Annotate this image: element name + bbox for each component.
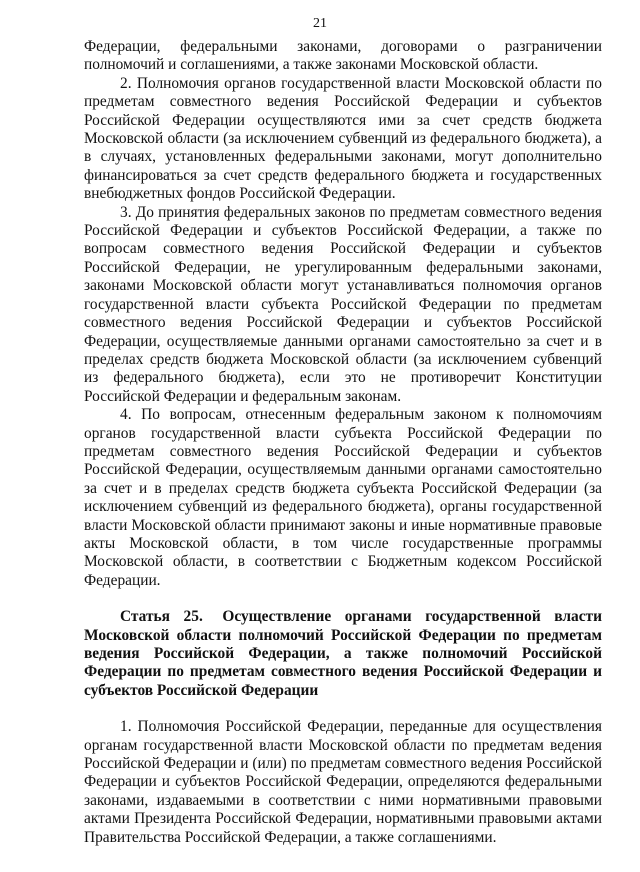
document-body bbox=[84, 38, 602, 847]
article-title: Осуществление органами государственной власти Московской области полномочий Российской Федерации по предметам ведения Российской Федерации, а также полномочий Российской Федерации по предметам совместного ведения Российской Федерации и субъектов Российской Федерации bbox=[84, 608, 602, 699]
paragraph-clause-3: 3. До принятия федеральных законов по предметам совместного ведения Российской Федерации и субъектов Российской Федерации, а также по вопросам совместного ведения Российской Федерации и субъектов Российской Федерации, не урегулированным федеральными законами, законами Московской области могут устанавливаться полномочия органов государственной власти субъекта Российской Федерации по предметам совместного ведения Российской Федерации и субъектов Российской Федерации, осуществляемые данными органами самостоятельно за счет и в пределах средств бюджета Московской области (за исключением субвенций из федерального бюджета), если это не противоречит Конституции Российской Федерации и федеральным законам. bbox=[84, 203, 602, 405]
paragraph-continuation: Федерации, федеральными законами, договорами о разграничении полномочий и соглашениями, а также законами Московской области. bbox=[84, 38, 602, 74]
paragraph-clause-4: 4. По вопросам, отнесенным федеральным законом к полномочиям органов государственной власти субъекта Российской Федерации по предметам совместного ведения Российской Федерации и субъектов Российской Федерации, осуществляемым данными органами самостоятельно за счет и в пределах средств бюджета субъекта Российской Федерации (за исключением субвенций из федерального бюджета), органы государственной власти Московской области принимают законы и иные нормативные правовые акты Московской области, в том числе государственные программы Московской области, в соответствии с Бюджетным кодексом Российской Федерации. bbox=[84, 406, 602, 589]
page-number: 21 bbox=[313, 16, 327, 31]
paragraph-article-clause-1: 1. Полномочия Российской Федерации, переданные для осуществления органам государственной власти Московской области по предметам ведения Российской Федерации и (или) по предметам совместного ведения Российской Федерации и субъектов Российской Федерации, определяются федеральными законами, издаваемыми в соответствии с ними нормативными правовыми актами Президента Российской Федерации, нормативными правовыми актами Правительства Российской Федерации, а также соглашениями. bbox=[84, 718, 602, 846]
article-label: Статья 25. bbox=[120, 608, 203, 626]
paragraph-clause-2: 2. Полномочия органов государственной власти Московской области по предметам совместного ведения Российской Федерации и субъектов Российской Федерации осуществляются ими за счет средств бюджета Московской области (за исключением субвенций из федерального бюджета), а в случаях, установленных федеральными законами, могут дополнительно финансироваться за счет средств федерального бюджета и государственных внебюджетных фондов Российской Федерации. bbox=[84, 74, 602, 203]
article-heading bbox=[84, 608, 602, 700]
